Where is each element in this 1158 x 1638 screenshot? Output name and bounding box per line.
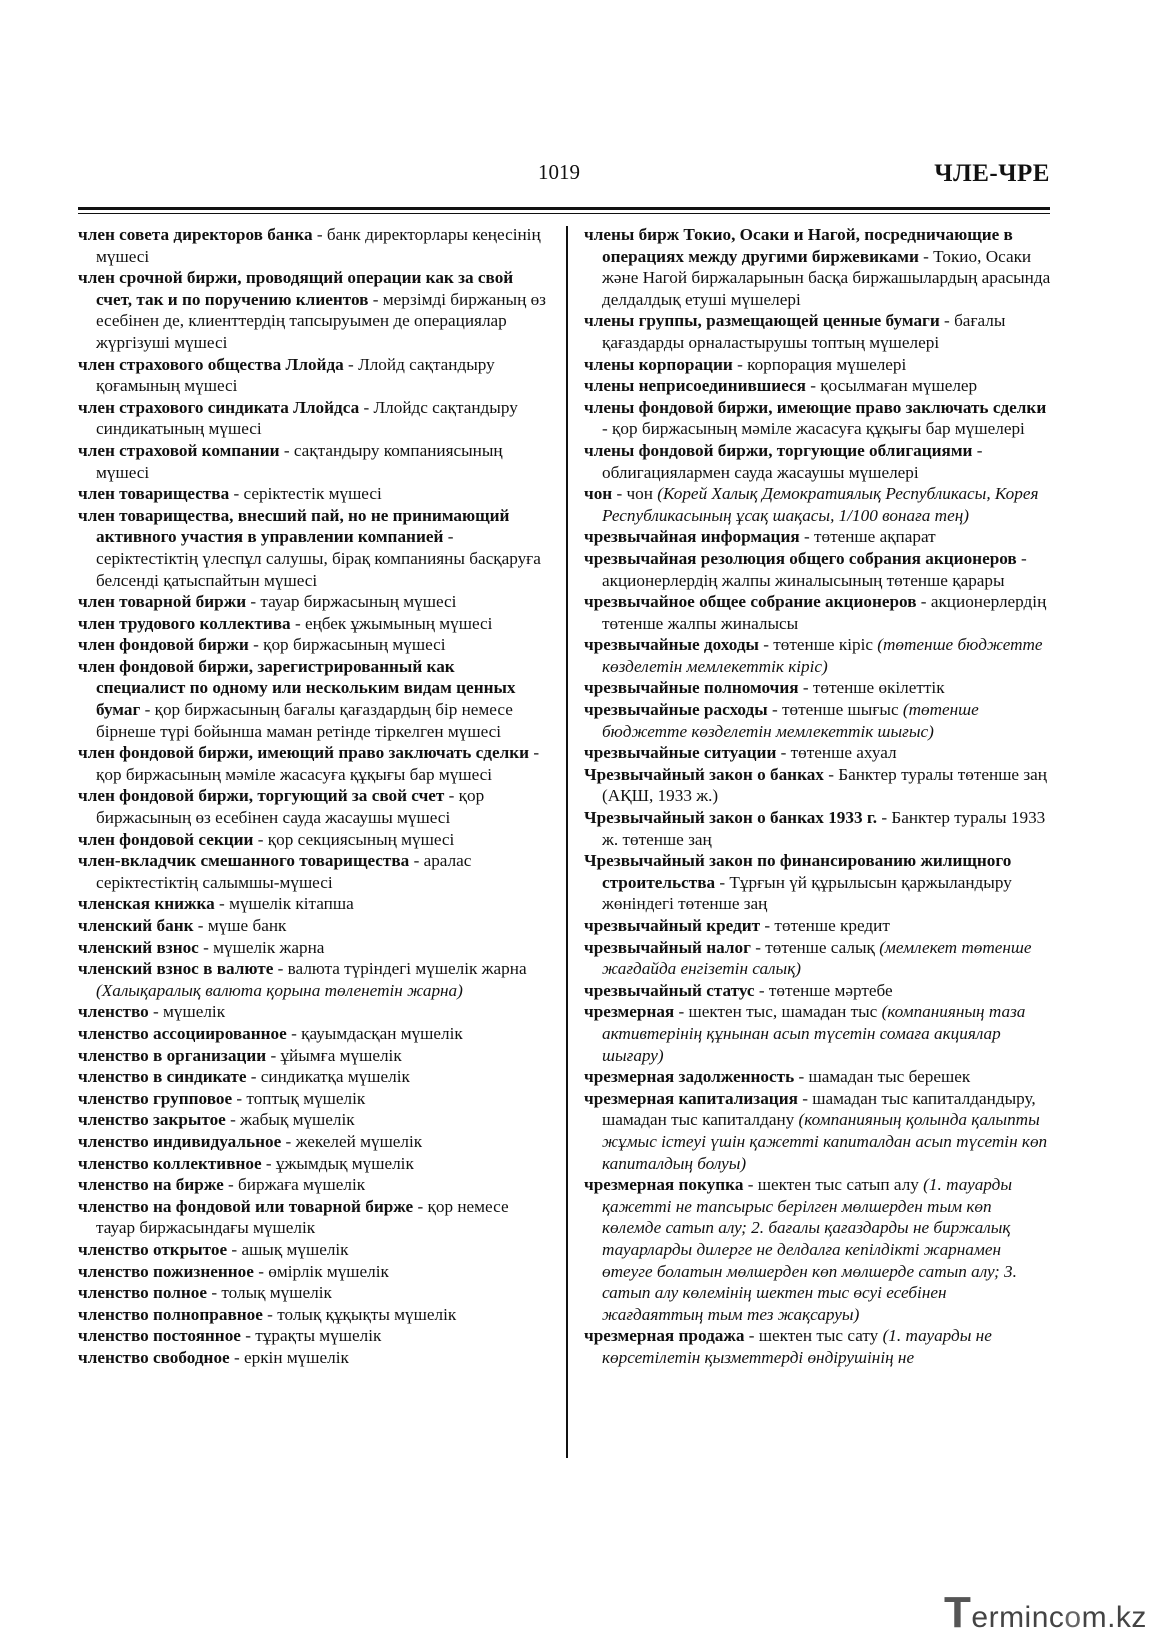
dictionary-entry bbox=[78, 850, 548, 893]
dictionary-entry bbox=[78, 634, 548, 656]
entry-term: чрезмерная bbox=[584, 1002, 675, 1022]
dictionary-entry bbox=[584, 1001, 1052, 1066]
entry-note: (компанияның қолында қалыпты жұмыс істеуі үшін қажетті капиталдан асып түсетін көп капиталдың болуы) bbox=[602, 1110, 1048, 1173]
dictionary-entry bbox=[584, 354, 1052, 376]
entry-translation: - чон bbox=[612, 484, 658, 504]
dictionary-entry bbox=[584, 440, 1052, 483]
dictionary-entry bbox=[584, 397, 1052, 440]
entry-term: член товарищества, внесший пай, но не принимающий активного участия в управлении компанией bbox=[78, 505, 510, 547]
entry-translation: - төтенше ақпарат bbox=[799, 527, 936, 547]
entry-translation: - төтенше кредит bbox=[760, 916, 890, 935]
entry-translation: - серіктестіктің үлеспұл салушы, бірақ компанияны басқаруға белсенді қатыспайтын мүшесі bbox=[96, 527, 541, 590]
entry-term: членство полноправное bbox=[78, 1304, 263, 1324]
dictionary-entry bbox=[78, 354, 548, 397]
dictionary-entry bbox=[584, 915, 1052, 937]
entry-translation: - синдикатқа мүшелік bbox=[246, 1067, 410, 1087]
entry-translation: - қор секциясының мүшесі bbox=[253, 829, 455, 849]
entry-translation: - акционерлердің жалпы жиналысының төтенше қарары bbox=[602, 548, 1027, 590]
dictionary-entry bbox=[584, 1174, 1052, 1325]
entry-term: члены бирж Токио, Осаки и Нагой, посредничающие в операциях между другими биржевиками bbox=[584, 225, 1013, 266]
entry-translation: - Токио, Осаки және Нагой биржаларынын басқа биржашылардың арасында делдалдық етуші мүшелері bbox=[602, 246, 1051, 309]
entry-note: (мемлекет төтенше жағдайда енгізетін салық) bbox=[602, 937, 1032, 979]
dictionary-entry bbox=[584, 591, 1052, 634]
dictionary-entry bbox=[78, 1001, 548, 1023]
dictionary-entry bbox=[584, 980, 1052, 1002]
entry-term: членство коллективное bbox=[78, 1153, 262, 1173]
dictionary-entry bbox=[584, 224, 1052, 310]
entry-translation: - қауымдасқан мүшелік bbox=[286, 1023, 463, 1043]
dictionary-entry bbox=[78, 1174, 548, 1196]
entry-term: членство свободное bbox=[78, 1347, 230, 1367]
entry-term: члены неприсоединившиеся bbox=[584, 376, 806, 396]
entry-note: (компанияның таза активтерінің құнынан асып түсетін сомаға акциялар шығару) bbox=[602, 1002, 1026, 1065]
page-number: 1019 bbox=[538, 160, 580, 184]
dictionary-entry bbox=[584, 850, 1052, 915]
right-column bbox=[584, 224, 1052, 1368]
dictionary-entry bbox=[78, 958, 548, 1001]
dictionary-entry bbox=[78, 1066, 548, 1088]
entry-term: членство открытое bbox=[78, 1239, 228, 1259]
entry-translation: - Тұрғын үй құрылысын қаржыландыру жөніндегі төтенше заң bbox=[602, 872, 1012, 914]
entry-term: члены фондовой биржи, торгующие облигациями bbox=[584, 440, 973, 460]
entry-translation: - төтенше салық bbox=[750, 937, 880, 957]
entry-term: чрезвычайное общее собрание акционеров bbox=[584, 592, 917, 612]
entry-translation: - серіктестік мүшесі bbox=[229, 484, 382, 504]
entry-translation: - толық құқықты мүшелік bbox=[262, 1304, 457, 1324]
entry-term: Чрезвычайный закон по финансированию жилищного строительства bbox=[584, 851, 1012, 892]
entry-translation: - қор биржасының өз есебінен сауда жасаушы мүшесі bbox=[96, 786, 485, 828]
dictionary-entry bbox=[584, 548, 1052, 591]
dictionary-entry bbox=[584, 483, 1052, 526]
entry-translation: - Ллойдс сақтандыру синдикатының мүшесі bbox=[96, 397, 518, 439]
entry-translation: - бағалы қағаздарды орналастырушы топтың мүшелері bbox=[602, 311, 1006, 352]
entry-term: чрезмерная задолженность bbox=[584, 1067, 795, 1087]
entry-term: член фондовой секции bbox=[78, 829, 254, 849]
dictionary-entry bbox=[584, 764, 1052, 807]
entry-translation: - облигациялармен сауда жасаушы мүшелері bbox=[602, 440, 983, 482]
entry-term: чрезвычайные доходы bbox=[584, 635, 759, 655]
entry-term: членство закрытое bbox=[78, 1110, 226, 1130]
entry-term: член страхового синдиката Ллойдса bbox=[78, 397, 360, 417]
entry-term: членство ассоциированное bbox=[78, 1023, 287, 1043]
entry-term: членство постоянное bbox=[78, 1326, 241, 1346]
entry-translation: - төтенше кіріс bbox=[758, 635, 878, 655]
entry-term: членство индивидуальное bbox=[78, 1131, 282, 1151]
entry-translation: - толық мүшелік bbox=[207, 1283, 332, 1303]
dictionary-entry bbox=[78, 613, 548, 635]
dictionary-entry bbox=[584, 1066, 1052, 1088]
entry-term: членский взнос bbox=[78, 937, 199, 957]
dictionary-entry bbox=[584, 699, 1052, 742]
entry-translation: - ашық мүшелік bbox=[227, 1239, 349, 1259]
entry-translation: - мүше банк bbox=[193, 916, 287, 935]
dictionary-entry bbox=[78, 1088, 548, 1110]
entry-term: членский банк bbox=[78, 916, 194, 935]
entry-term: член страхового общества Ллойда bbox=[78, 354, 344, 374]
entry-translation: - Ллойд сақтандыру қоғамының мүшесі bbox=[96, 354, 495, 396]
entry-translation: - акционерлердің төтенше жалпы жиналысы bbox=[602, 592, 1047, 633]
dictionary-entry bbox=[78, 483, 548, 505]
entry-term: член страховой компании bbox=[78, 440, 280, 460]
entry-translation: - шектен тыс сату bbox=[744, 1326, 883, 1346]
entry-note: (төтенше бюджетте көзделетін мемлекеттік кіріс) bbox=[602, 635, 1043, 676]
entry-term: членство пожизненное bbox=[78, 1261, 254, 1281]
entry-term: член-вкладчик смешанного товарищества bbox=[78, 851, 410, 871]
entry-translation: - төтенше мәртебе bbox=[754, 980, 893, 1000]
entry-translation: - сақтандыру компаниясының мүшесі bbox=[96, 440, 503, 482]
dictionary-entry bbox=[78, 1304, 548, 1326]
entry-term: чрезвычайная информация bbox=[584, 527, 800, 547]
entry-translation: - шамадан тыс капиталдандыру, шамадан тыс капиталдану bbox=[602, 1088, 1036, 1130]
entry-term: член совета директоров банка bbox=[78, 225, 313, 244]
entry-translation: - төтенше өкілеттік bbox=[798, 678, 945, 698]
entry-translation: - қор биржасының бағалы қағаздардың бір немесе бірнеше түрі бойынша маман ретінде тіркелген мүшесі bbox=[96, 700, 513, 741]
dictionary-entry bbox=[584, 677, 1052, 699]
entry-translation: - топтық мүшелік bbox=[232, 1088, 366, 1108]
entry-term: Чрезвычайный закон о банках 1933 г. bbox=[584, 808, 878, 828]
dictionary-entry bbox=[584, 807, 1052, 850]
dictionary-entry bbox=[78, 915, 548, 937]
dictionary-entry bbox=[78, 893, 548, 915]
entry-translation: - қор немесе тауар биржасындағы мүшелік bbox=[96, 1196, 509, 1238]
entry-term: членство bbox=[78, 1002, 149, 1022]
entry-translation: - корпорация мүшелері bbox=[732, 354, 907, 374]
dictionary-entry bbox=[78, 1045, 548, 1067]
dictionary-entry bbox=[584, 375, 1052, 397]
entry-note: (төтенше бюджетте көзделетін мемлекеттік шығыс) bbox=[602, 700, 979, 741]
entry-translation: - шектен тыс сатып алу bbox=[743, 1175, 924, 1195]
entry-translation: - мүшелік bbox=[148, 1002, 226, 1022]
dictionary-entry bbox=[78, 224, 548, 267]
entry-translation: - төтенше шығыс bbox=[767, 700, 903, 720]
dictionary-entry bbox=[78, 267, 548, 353]
entry-translation: - ұжымдық мүшелік bbox=[261, 1153, 414, 1173]
entry-translation: - ұйымға мүшелік bbox=[266, 1045, 402, 1065]
dictionary-entry bbox=[78, 742, 548, 785]
entry-translation: - қор биржасының мәміле жасасуға құқығы бар мүшелері bbox=[602, 419, 1025, 439]
entry-translation: - қор биржасының мәміле жасасуға құқығы бар мүшесі bbox=[96, 743, 540, 784]
entry-term: членская книжка bbox=[78, 894, 215, 914]
entry-term: членский взнос в валюте bbox=[78, 959, 274, 979]
dictionary-entry bbox=[78, 1261, 548, 1283]
entry-note: (1. тауарды қажетті не тапсырыс берілген мөлшерден тым көп көлемде сатып алу; 2. бағалы қағаздарды не биржалық тауарларды дилерге не делдалға кепілдікті жарнамен өтеуге болатын мөлшерден көп мөлшерде сатып алу; 3. сатып алу көлемінің шектен тыс өсуі есебінен жағдаяттың тым тез жақсаруы) bbox=[602, 1175, 1017, 1324]
dictionary-entry bbox=[78, 1153, 548, 1175]
dictionary-entry bbox=[78, 1023, 548, 1045]
entry-term: членство в организации bbox=[78, 1045, 267, 1065]
dictionary-entry bbox=[584, 1325, 1052, 1368]
entry-translation: - жекелей мүшелік bbox=[281, 1131, 423, 1151]
header-rule bbox=[78, 207, 1050, 210]
entry-term: член срочной биржи, проводящий операции как за свой счет, так и по поручению клиентов bbox=[78, 268, 514, 309]
dictionary-entry bbox=[78, 1131, 548, 1153]
entry-term: чрезмерная капитализация bbox=[584, 1088, 798, 1108]
entry-term: чрезвычайный статус bbox=[584, 980, 755, 1000]
entry-term: членство полное bbox=[78, 1283, 208, 1303]
entry-translation: - Банктер туралы 1933 ж. төтенше заң bbox=[602, 808, 1046, 849]
dictionary-entry bbox=[584, 310, 1052, 353]
entry-term: членство на бирже bbox=[78, 1175, 224, 1195]
section-heading: ЧЛЕ-ЧРЕ bbox=[934, 160, 1050, 187]
entry-term: чрезвычайный кредит bbox=[584, 916, 761, 935]
entry-term: члены группы, размещающей ценные бумаги bbox=[584, 311, 940, 331]
dictionary-entry bbox=[78, 785, 548, 828]
entry-translation: - банк директорлары кеңесінің мүшесі bbox=[96, 225, 541, 266]
entry-term: Чрезвычайный закон о банках bbox=[584, 764, 824, 784]
entry-term: чон bbox=[584, 484, 613, 504]
dictionary-entry bbox=[78, 1347, 548, 1369]
entry-translation: - төтенше ахуал bbox=[776, 743, 897, 763]
entry-term: чрезвычайные расходы bbox=[584, 700, 768, 720]
entry-term: чрезмерная покупка bbox=[584, 1175, 744, 1195]
dictionary-entry bbox=[584, 1088, 1052, 1174]
dictionary-entry bbox=[584, 634, 1052, 677]
dictionary-entry bbox=[584, 937, 1052, 980]
entry-translation: - өмірлік мүшелік bbox=[253, 1261, 389, 1281]
entry-translation: - аралас серіктестіктің салымшы-мүшесі bbox=[96, 851, 472, 892]
entry-translation: - шамадан тыс берешек bbox=[794, 1067, 971, 1087]
entry-translation: - шектен тыс, шамадан тыс bbox=[674, 1002, 882, 1022]
dictionary-entry bbox=[78, 397, 548, 440]
termincom-logo: Termincom.kz bbox=[944, 1588, 1147, 1637]
dictionary-entry bbox=[584, 742, 1052, 764]
entry-note: (Халықаралық валюта қорына төленетін жарна) bbox=[96, 980, 463, 1000]
entry-note: (1. тауарды не көрсетілетін қызметтерді өндірушінің не bbox=[602, 1326, 992, 1367]
entry-translation: - жабық мүшелік bbox=[225, 1110, 355, 1130]
entry-term: член фондовой биржи, торгующий за свой счет bbox=[78, 786, 445, 806]
entry-term: член фондовой биржи, имеющий право заключать сделки bbox=[78, 743, 530, 763]
entry-term: член товарной биржи bbox=[78, 592, 247, 612]
entry-term: член фондовой биржи, зарегистрированный как специалист по одному или нескольким видам ценных бумаг bbox=[78, 656, 516, 720]
entry-term: члены фондовой биржи, имеющие право заключать сделки bbox=[584, 397, 1047, 417]
header-rule-thin bbox=[78, 213, 1050, 214]
entry-translation: - Банктер туралы төтенше заң (АҚШ, 1933 ж.) bbox=[602, 764, 1047, 806]
entry-term: членство в синдикате bbox=[78, 1067, 247, 1087]
entry-term: член товарищества bbox=[78, 484, 230, 504]
dictionary-entry bbox=[78, 505, 548, 591]
entry-term: членство групповое bbox=[78, 1088, 233, 1108]
entry-note: (Корей Халық Демократиялық Республикасы, Корея Республикасының ұсақ шақасы, 1/100 вонаға тең) bbox=[602, 484, 1039, 525]
column-divider bbox=[566, 226, 568, 1458]
left-column bbox=[78, 224, 548, 1368]
entry-term: члены корпорации bbox=[584, 354, 733, 374]
dictionary-entry bbox=[584, 526, 1052, 548]
entry-translation: - мерзімді биржаның өз есебінен де, клиенттердің тапсыруымен де операциялар жүргізуші мүшесі bbox=[96, 289, 546, 352]
dictionary-entry bbox=[78, 591, 548, 613]
dictionary-entry bbox=[78, 829, 548, 851]
entry-term: чрезвычайные ситуации bbox=[584, 743, 777, 763]
entry-translation: - тұрақты мүшелік bbox=[240, 1326, 382, 1346]
entry-term: член фондовой биржи bbox=[78, 635, 249, 655]
dictionary-entry bbox=[78, 656, 548, 742]
dictionary-entry bbox=[78, 1325, 548, 1347]
entry-translation: - қосылмаған мүшелер bbox=[805, 376, 978, 396]
entry-term: чрезмерная продажа bbox=[584, 1326, 745, 1346]
entry-translation: - мүшелік жарна bbox=[198, 937, 325, 957]
entry-term: член трудового коллектива bbox=[78, 613, 291, 633]
entry-translation: - еңбек ұжымының мүшесі bbox=[290, 613, 493, 633]
dictionary-entry bbox=[78, 1239, 548, 1261]
dictionary-entry bbox=[78, 440, 548, 483]
entry-term: чрезвычайные полномочия bbox=[584, 678, 799, 698]
dictionary-entry bbox=[78, 937, 548, 959]
entry-translation: - валюта түріндегі мүшелік жарна bbox=[273, 959, 527, 979]
dictionary-entry bbox=[78, 1109, 548, 1131]
entry-translation: - қор биржасының мүшесі bbox=[248, 635, 446, 655]
entry-translation: - мүшелік кітапша bbox=[214, 894, 354, 914]
entry-translation: - тауар биржасының мүшесі bbox=[246, 592, 457, 612]
entry-term: чрезвычайный налог bbox=[584, 937, 751, 957]
entry-term: чрезвычайная резолюция общего собрания акционеров bbox=[584, 548, 1017, 568]
dictionary-entry bbox=[78, 1196, 548, 1239]
dictionary-entry bbox=[78, 1282, 548, 1304]
entry-term: членство на фондовой или товарной бирже bbox=[78, 1196, 414, 1216]
entry-translation: - биржаға мүшелік bbox=[223, 1175, 366, 1195]
entry-translation: - еркін мүшелік bbox=[229, 1347, 349, 1367]
